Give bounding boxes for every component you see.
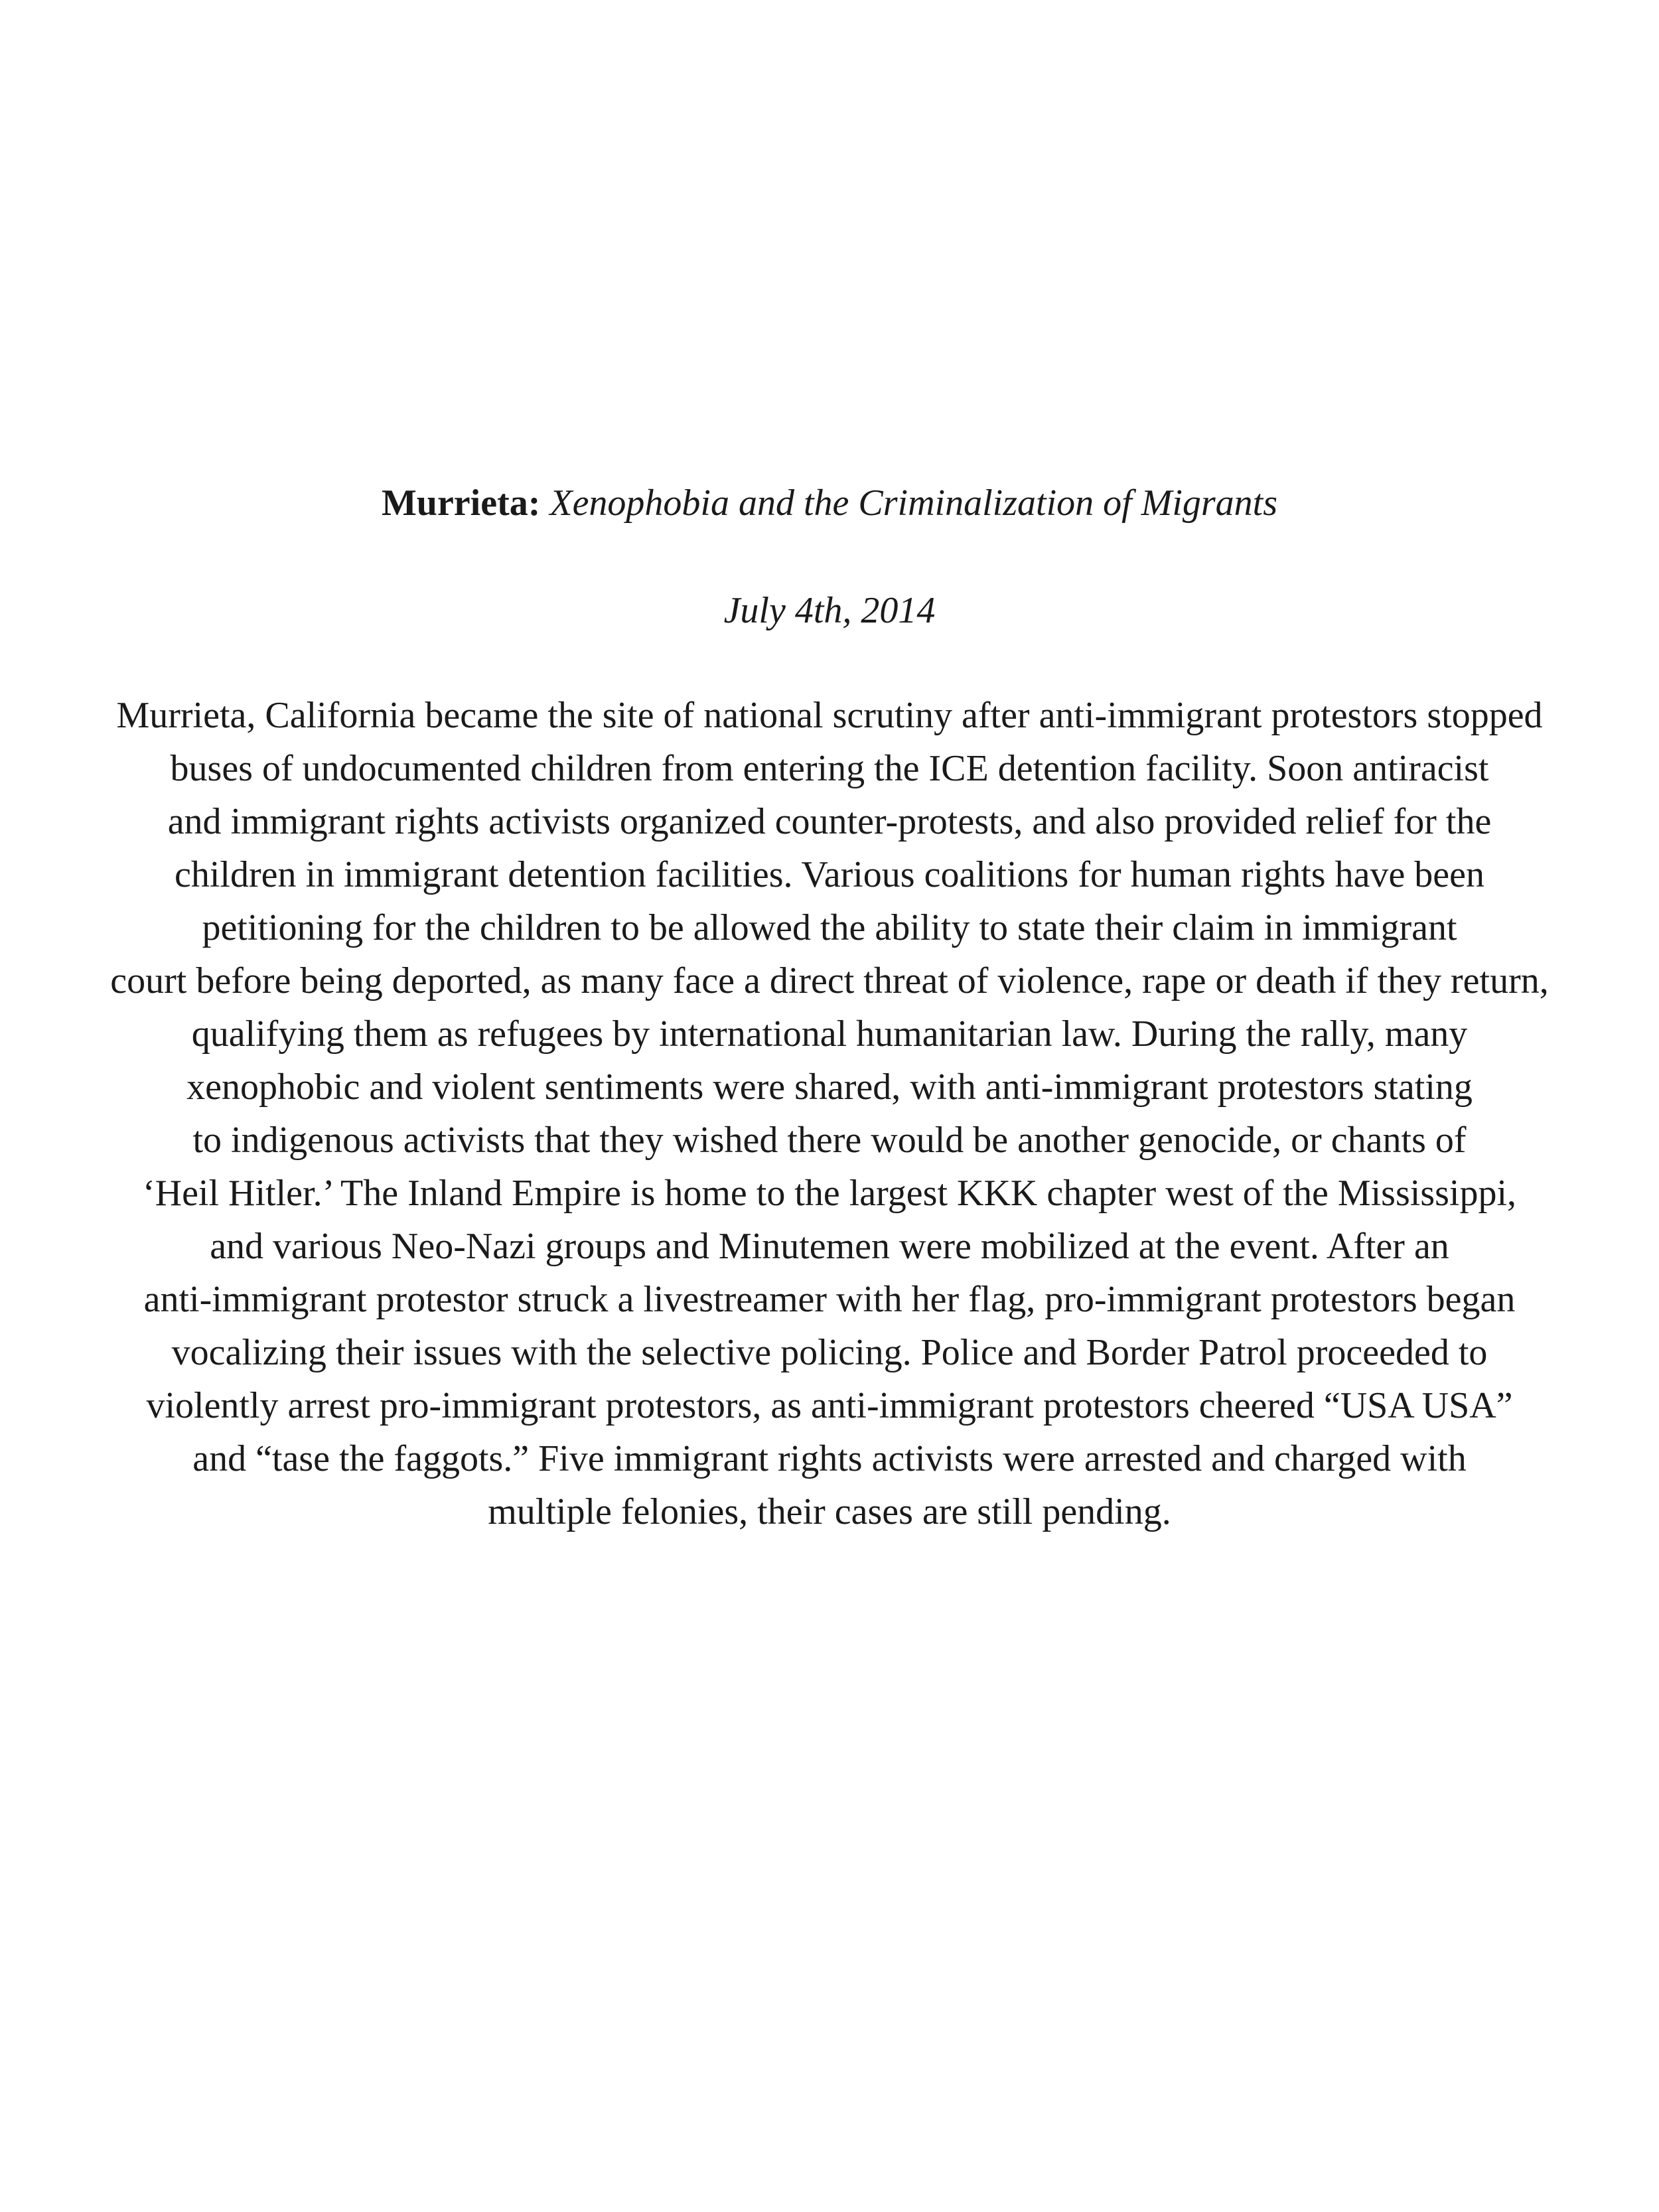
body-line: anti-immigrant protestor struck a livestreamer with her flag, pro-immigrant protestors began [143,1279,1516,1320]
body-line: buses of undocumented children from entering the ICE detention facility. Soon antiracist [170,748,1489,789]
body-line: court before being deported, as many face a direct threat of violence, rape or death if they return, [110,960,1549,1001]
body-line: ‘Heil Hitler.’ The Inland Empire is home to the largest KKK chapter west of the Mississippi, [142,1173,1517,1214]
body-paragraph [40,689,1619,1538]
document-date: July 4th, 2014 [723,590,936,631]
body-line: petitioning for the children to be allowed the ability to state their claim in immigrant [202,907,1457,948]
body-line: children in immigrant detention facilities. Various coalitions for human rights have been [174,854,1485,895]
body-line: multiple felonies, their cases are still pending. [488,1491,1171,1532]
body-line: and “tase the faggots.” Five immigrant rights activists were arrested and charged with [192,1438,1467,1479]
body-line: and immigrant rights activists organized counter-protests, and also provided relief for the [167,801,1492,842]
body-line: qualifying them as refugees by international humanitarian law. During the rally, many [191,1013,1468,1055]
body-line: to indigenous activists that they wished there would be another genocide, or chants of [192,1120,1467,1161]
body-line: violently arrest pro-immigrant protestors, as anti-immigrant protestors cheered “USA USA” [146,1385,1513,1426]
document-title [0,477,1659,530]
body-line: Murrieta, California became the site of national scrutiny after anti-immigrant protestors stopped [116,695,1543,736]
body-line: vocalizing their issues with the selective policing. Police and Border Patrol proceeded to [171,1332,1488,1373]
body-line: xenophobic and violent sentiments were shared, with anti-immigrant protestors stating [186,1067,1473,1108]
title-location: Murrieta: [381,482,541,524]
title-subtitle: Xenophobia and the Criminalization of Migrants [549,482,1278,524]
body-line: and various Neo-Nazi groups and Minutemen were mobilized at the event. After an [210,1226,1449,1267]
